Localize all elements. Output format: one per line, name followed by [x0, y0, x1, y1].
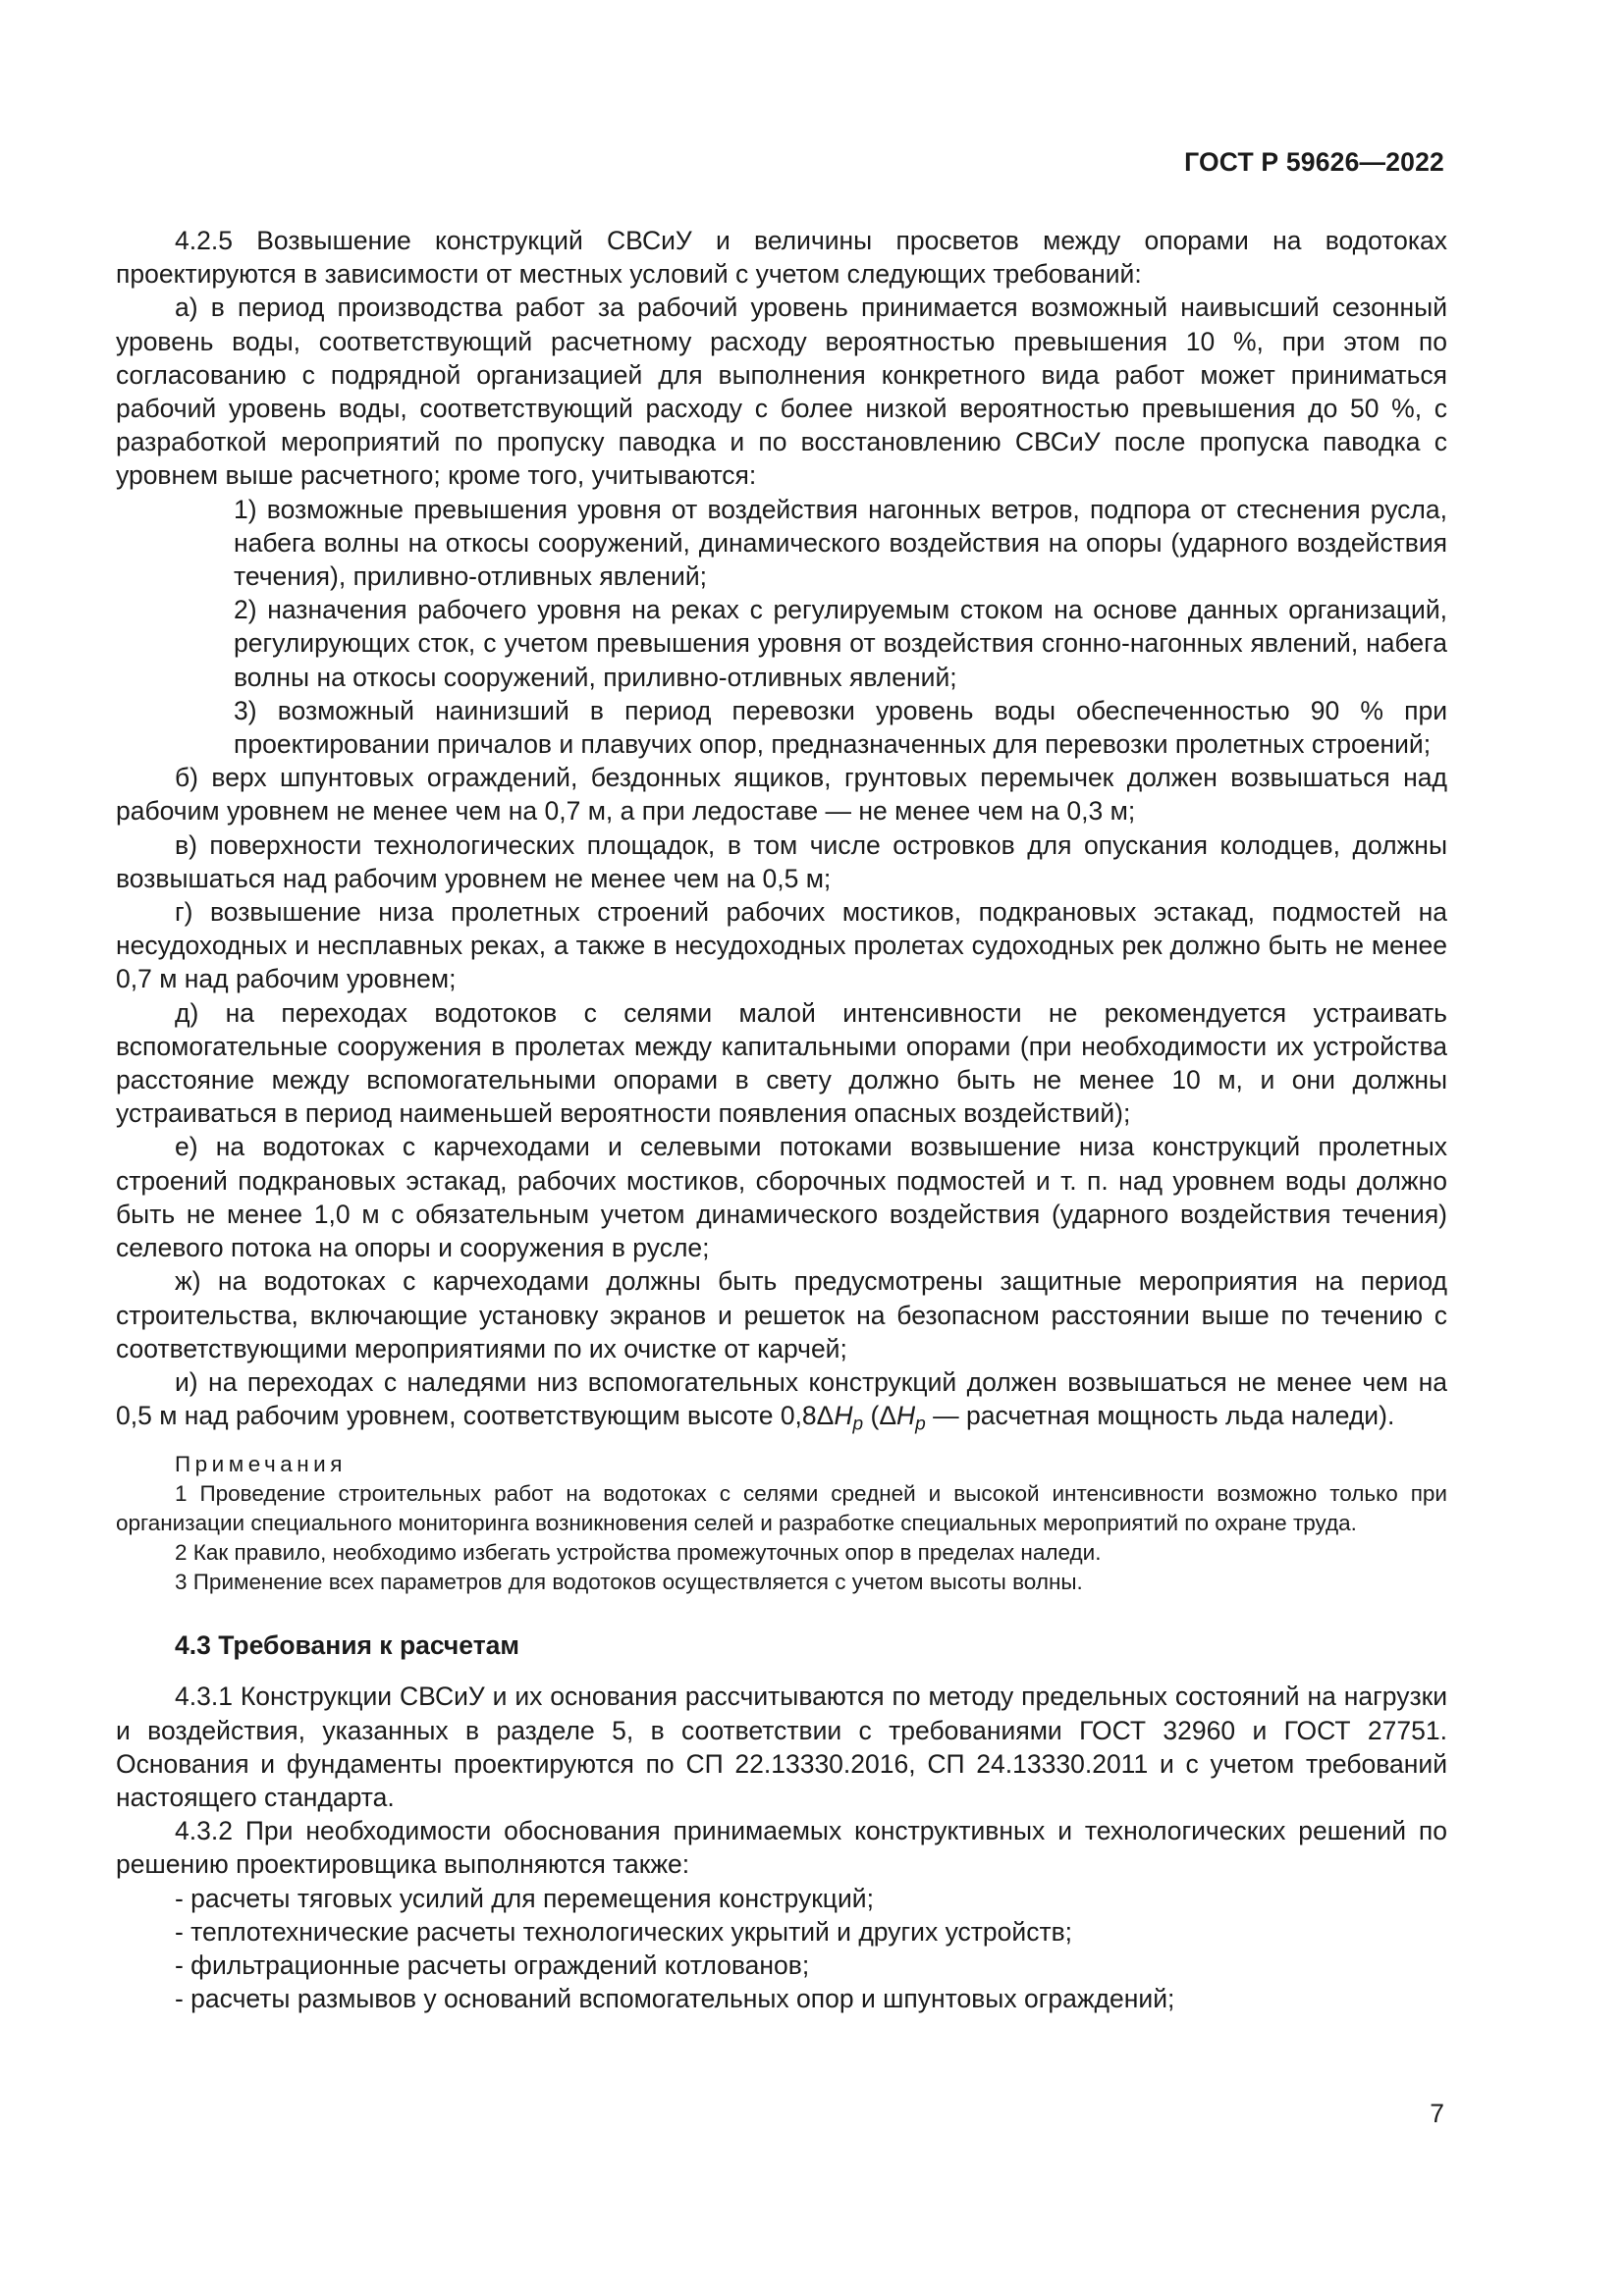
delta-h-symbol: $\Delta H_p$ — [879, 1401, 926, 1435]
item-i-text-start: и) на переходах с наледями низ вспомогательных конструкций должен возвышаться не менее чем на 0,5 м над рабочим уровнем, соответствующим высоте 0,8 — [116, 1366, 1447, 1431]
item-a-3: 3) возможный наинизший в период перевозки уровень воды обеспеченностью 90 % при проектировании причалов и плавучих опор, предназначенных для перевозки пролетных строений; — [234, 695, 1447, 760]
item-zh: ж) на водотоках с карчеходами должны быть предусмотрены защитные мероприятия на период строительства, включающие установку экранов и решеток на безопасном расстоянии выше по течению с соответствующими мероприятиями по их очистке от карчей; — [116, 1266, 1447, 1363]
notes-heading: Примечания — [175, 1452, 347, 1477]
item-a-2: 2) назначения рабочего уровня на реках с регулируемым стоком на основе данных организаций, регулирующих сток, с учетом превышения уровня от воздействия сгонно-нагонных явлений, набега волны на откосы сооружений, приливно-отливных явлений; — [234, 595, 1447, 692]
clause-4-2-5: 4.2.5 Возвышение конструкций СВСиУ и величины просветов между опорами на водотоках проектируются в зависимости от местных условий с учетом следующих требований: — [116, 226, 1447, 290]
clause-4-3-2: 4.3.2 При необходимости обоснования принимаемых конструктивных и технологических решений по решению проектировщика выполняются также: — [116, 1816, 1447, 1880]
list-item: - теплотехнические расчеты технологических укрытий и других устройств; — [175, 1916, 1073, 1947]
item-d: д) на переходах водотоков с селями малой интенсивности не рекомендуется устраивать вспомогательные сооружения в пролетах между капитальными опорами (при необходимости их устройства расстояние между вспомогательными опорами в свету должно быть не менее 10 м, и они должны устраиваться в период наименьшей вероятности появления опасных воздействий); — [116, 997, 1447, 1129]
page-number: 7 — [1430, 2099, 1444, 2128]
item-b: б) верх шпунтовых ограждений, бездонных ящиков, грунтовых перемычек должен возвышаться над рабочим уровнем не менее чем на 0,7 м, а при ледоставе — не менее чем на 0,3 м; — [116, 763, 1447, 827]
note-3: 3 Применение всех параметров для водотоков осуществляется с учетом высоты волны. — [175, 1570, 1083, 1595]
item-a: а) в период производства работ за рабочий уровень принимается возможный наивысший сезонный уровень воды, соответствующий расчетному расходу вероятностью превышения 10 %, при этом по согласованию с подрядной организацией для выполнения конкретного вида работ может приниматься рабочий уровень воды, соответствующий расходу с более низкой вероятностью превышения до 50 %, с разработкой мероприятий по пропуску паводка и по восстановлению СВСиУ после пропуска паводка с уровнем выше расчетного; кроме того, учитываются: — [116, 293, 1447, 491]
delta-h-symbol: $\Delta H_p$ — [816, 1401, 864, 1435]
item-g: г) возвышение низа пролетных строений рабочих мостиков, подкрановых эстакад, подмостей на несудоходных и несплавных реках, а также в несудоходных пролетах судоходных рек должно быть не менее 0,7 м над рабочим уровнем; — [116, 897, 1447, 994]
section-4-3-title: 4.3 Требования к расчетам — [175, 1630, 520, 1661]
list-item: - расчеты размывов у оснований вспомогательных опор и шпунтовых ограждений; — [175, 1984, 1175, 2014]
item-i-text-end: — расчетная мощность льда наледи). — [925, 1401, 1395, 1431]
item-i-text-mid: ( — [863, 1401, 880, 1431]
list-item: - расчеты тяговых усилий для перемещения конструкций; — [175, 1883, 874, 1913]
note-2: 2 Как правило, необходимо избегать устройства промежуточных опор в пределах наледи. — [175, 1540, 1102, 1566]
list-item: - фильтрационные расчеты ограждений котлованов; — [175, 1949, 810, 1980]
item-v: в) поверхности технологических площадок, в том числе островков для опускания колодцев, должны возвышаться над рабочим уровнем не менее чем на 0,5 м; — [116, 829, 1447, 893]
document-id-header: ГОСТ Р 59626—2022 — [1184, 147, 1444, 177]
item-a-1: 1) возможные превышения уровня от воздействия нагонных ветров, подпора от стеснения русла, набега волны на откосы сооружений, динамического воздействия на опоры (ударного воздействия течения), приливно-отливных явлений; — [234, 494, 1447, 592]
clause-4-3-1: 4.3.1 Конструкции СВСиУ и их основания рассчитываются по методу предельных состояний на нагрузки и воздействия, указанных в разделе 5, в соответствии с требованиями ГОСТ 32960 и ГОСТ 27751. Основания и фундаменты проектируются по СП 22.13330.2016, СП 24.13330.2011 и с учетом требований настоящего стандарта. — [116, 1682, 1447, 1812]
item-e: е) на водотоках с карчеходами и селевыми потоками возвышение низа конструкций пролетных строений подкрановых эстакад, рабочих мостиков, сборочных подмостей и т. п. над уровнем воды должно быть не менее 1,0 м с обязательным учетом динамического воздействия (ударного воздействия течения) селевого потока на опоры и сооружения в русле; — [116, 1132, 1447, 1263]
document-body — [116, 224, 1447, 2015]
item-i — [116, 1365, 1447, 1435]
note-1: 1 Проведение строительных работ на водотоках с селями средней и высокой интенсивности возможно только при организации специального мониторинга возникновения селей и разработке специальных мероприятий по охране труда. — [116, 1481, 1447, 1536]
